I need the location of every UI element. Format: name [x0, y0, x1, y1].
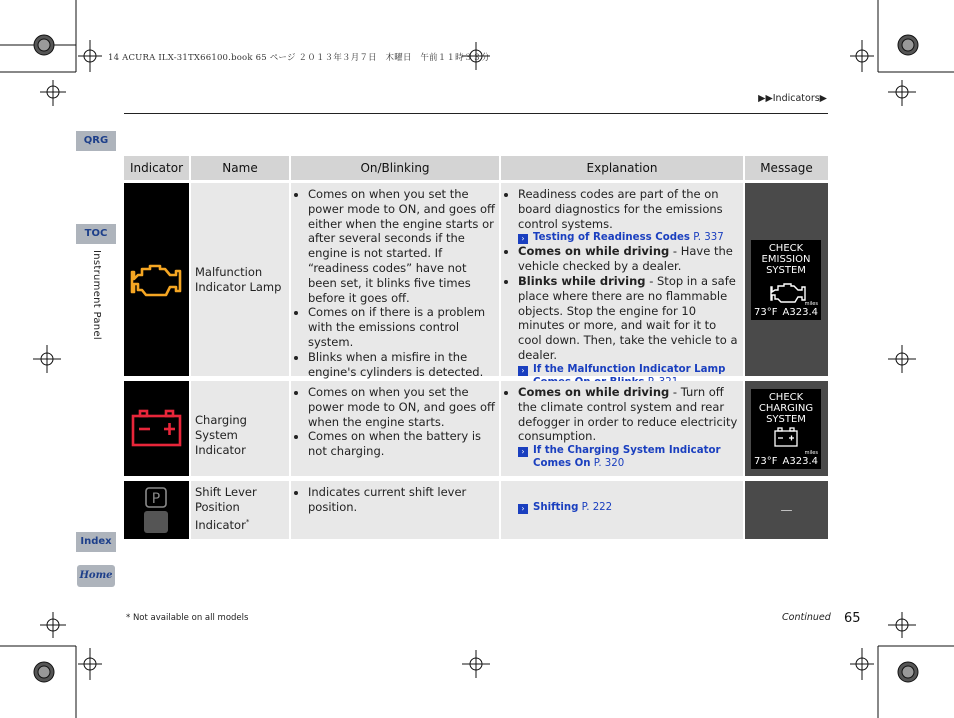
header-indicator: Indicator: [124, 156, 189, 180]
battery-icon: [124, 381, 189, 476]
battery-icon: [751, 425, 821, 453]
header-name: Name: [191, 156, 289, 180]
list-item: • Blinks while driving - Stop in a safe place where there are no flammable objects. Stop the engine for 10 minutes or more, and wait for it to cool down. Then, take the vehicle to a dealer.: [518, 274, 739, 363]
list-item: • Comes on when you set the power mode to ON, and goes off when the engine starts.: [308, 385, 495, 429]
footnote: * Not available on all models: [126, 613, 249, 623]
indicator-cell: [124, 381, 189, 476]
row-explanation: [501, 183, 743, 376]
indicator-cell: [124, 481, 189, 539]
list-item: • Comes on if there is a problem with the emissions control system.: [308, 305, 495, 349]
svg-text:P: P: [151, 491, 161, 507]
row-on-blinking: [291, 481, 499, 539]
header-explanation: Explanation: [501, 156, 743, 180]
print-header: 14 ACURA ILX-31TX66100.book 65 ページ ２０１３年３月７日 木曜日 午前１１時３３分: [108, 53, 490, 63]
header-on-blinking: On/Blinking: [291, 156, 499, 180]
arrow-icon: ›: [518, 234, 528, 244]
indicator-name: Charging System Indicator: [195, 413, 247, 457]
indicator-name: Malfunction Indicator Lamp: [195, 265, 282, 294]
top-rule: [124, 113, 828, 114]
page-number: 65: [844, 611, 861, 626]
list-item: • Blinks when a misfire in the engine's cylinders is detected.: [308, 350, 495, 380]
arrow-icon: ›: [518, 366, 528, 376]
row-on-blinking: [291, 381, 499, 476]
header-message: Message: [745, 156, 828, 180]
list-item: • Comes on while driving - Have the vehicle checked by a dealer.: [518, 244, 739, 274]
mid-display: CHECK CHARGING SYSTEM 73°F A323.4 miles: [751, 389, 821, 469]
message-cell: [745, 381, 828, 476]
indicator-cell: [124, 183, 189, 376]
continued-label: Continued: [782, 612, 831, 623]
list-item: • Indicates current shift lever position.: [308, 485, 495, 515]
arrow-icon: ›: [518, 447, 528, 457]
row-explanation: [501, 481, 743, 539]
arrow-icon: ›: [518, 504, 528, 514]
list-item: • Comes on when the battery is not charging.: [308, 429, 495, 459]
message-cell: [745, 481, 828, 539]
index-button[interactable]: Index: [76, 532, 116, 552]
cross-reference-link[interactable]: › If the Charging System Indicator Comes On P. 320: [518, 444, 739, 470]
cross-reference-link[interactable]: › Shifting P. 222: [518, 501, 739, 514]
message-text: —: [780, 503, 793, 517]
qrg-button[interactable]: QRG: [76, 131, 116, 151]
message-cell: [745, 183, 828, 376]
row-name: Shift Lever Position Indicator*: [191, 481, 289, 539]
section-label: Instrument Panel: [91, 250, 102, 340]
row-name: [191, 381, 289, 476]
explanation-text: Readiness codes are part of the on board diagnostics for the emissions control systems.: [518, 187, 723, 231]
check-engine-icon: [751, 276, 821, 304]
mid-display: CHECK EMISSION SYSTEM 73°F A323.4 miles: [751, 240, 821, 320]
cross-reference-link[interactable]: › If the Malfunction Indicator Lamp: [518, 363, 739, 389]
home-button[interactable]: Home: [77, 565, 115, 587]
shift-lever-position-icon: [124, 481, 189, 539]
list-item: [518, 187, 739, 231]
check-engine-icon: [124, 183, 189, 376]
row-explanation: [501, 381, 743, 476]
row-name: [191, 183, 289, 376]
list-item: • Comes on while driving - Turn off the climate control system and rear defogger in order to reduce electricity consumption.: [518, 385, 739, 444]
toc-button[interactable]: TOC: [76, 224, 116, 244]
list-item: • Comes on when you set the power mode to ON, and goes off either when the engine starts or after several seconds if the engine is not started. If “readiness codes” have not been set, it blinks five times before it goes off.: [308, 187, 495, 305]
indicator-name: Shift Lever Position Indicator: [195, 485, 257, 532]
breadcrumb[interactable]: ▶▶Indicators▶: [758, 93, 827, 104]
cross-reference-link[interactable]: › Testing of Readiness Codes P. 337: [518, 231, 739, 244]
row-on-blinking: [291, 183, 499, 379]
